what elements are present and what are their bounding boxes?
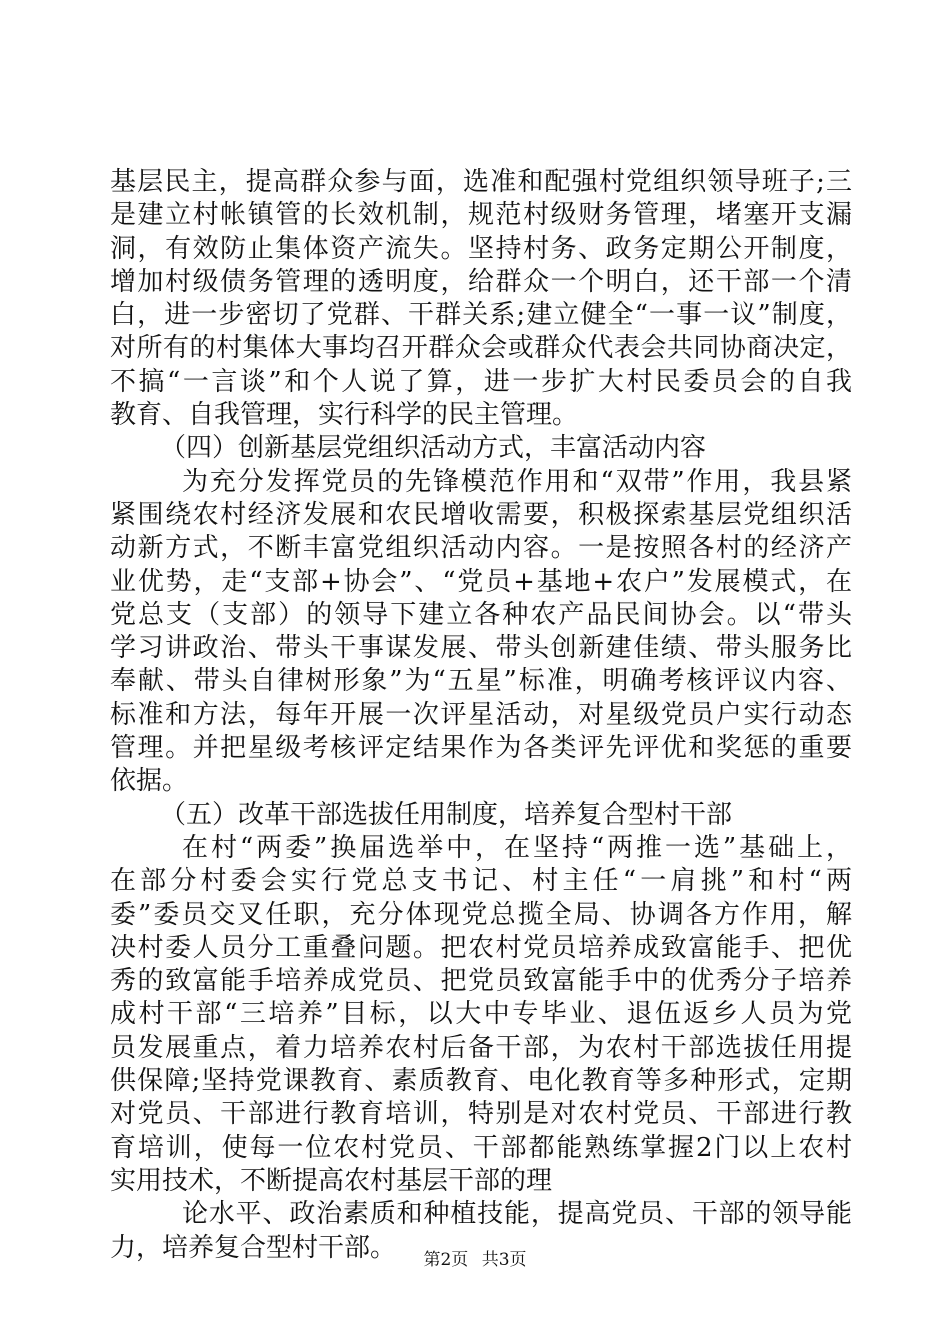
body-line: 员发展重点，着力培养农村后备干部，为农村干部选拔任用提 bbox=[110, 1032, 852, 1063]
body-line: 对党员、干部进行教育培训，特别是对农村党员、干部进行教 bbox=[110, 1099, 852, 1130]
page-number: 第2页 bbox=[423, 1250, 469, 1270]
body-line: 在部分村委会实行党总支书记、村主任“一肩挑”和村“两 bbox=[110, 866, 852, 897]
body-line: 党总支（支部）的领导下建立各种农产品民间协会。以“带头 bbox=[110, 599, 852, 630]
body-line: 增加村级债务管理的透明度，给群众一个明白，还干部一个清 bbox=[110, 266, 852, 297]
body-line: 力，培养复合型村干部。 bbox=[110, 1232, 397, 1263]
body-line: 奉献、带头自律树形象”为“五星”标准，明确考核评议内容、 bbox=[110, 666, 852, 697]
page-footer bbox=[0, 1245, 950, 1270]
body-line: 业优势，走“支部+协会”、“党员+基地+农户”发展模式，在 bbox=[110, 566, 852, 597]
body-line: 学习讲政治、带头干事谋发展、带头创新建佳绩、带头服务比 bbox=[110, 633, 852, 664]
body-line: 是建立村帐镇管的长效机制，规范村级财务管理，堵塞开支漏 bbox=[110, 200, 852, 231]
body-line: 委”委员交叉任职，充分体现党总揽全局、协调各方作用，解 bbox=[110, 899, 852, 930]
body-line: 依据。 bbox=[110, 766, 189, 797]
document-body bbox=[110, 166, 852, 1265]
body-line: 白，进一步密切了党群、干群关系;建立健全“一事一议”制度， bbox=[110, 300, 852, 331]
body-line: 对所有的村集体大事均召开群众会或群众代表会共同协商决定， bbox=[110, 333, 852, 364]
body-line: 成村干部“三培养”目标，以大中专毕业、退伍返乡人员为党 bbox=[110, 999, 852, 1030]
body-line: 决村委人员分工重叠问题。把农村党员培养成致富能手、把优 bbox=[110, 932, 852, 963]
body-line: 洞，有效防止集体资产流失。坚持村务、政务定期公开制度， bbox=[110, 233, 852, 264]
body-line: 秀的致富能手培养成党员、把党员致富能手中的优秀分子培养 bbox=[110, 966, 852, 997]
body-line: 标准和方法，每年开展一次评星活动，对星级党员户实行动态 bbox=[110, 699, 852, 730]
body-line: 在村“两委”换届选举中，在坚持“两推一选”基础上， bbox=[182, 832, 852, 863]
body-line: 教育、自我管理，实行科学的民主管理。 bbox=[110, 400, 579, 431]
body-line: 不搞“一言谈”和个人说了算，进一步扩大村民委员会的自我 bbox=[110, 366, 852, 397]
body-line: 基层民主，提高群众参与面，选准和配强村党组织领导班子;三 bbox=[110, 167, 852, 197]
page-total: 共3页 bbox=[481, 1250, 527, 1270]
body-line: 实用技术，不断提高农村基层干部的理 bbox=[110, 1165, 553, 1196]
body-line: 育培训，使每一位农村党员、干部都能熟练掌握2门以上农村 bbox=[110, 1132, 852, 1163]
body-line: 管理。并把星级考核评定结果作为各类评先评优和奖惩的重要 bbox=[110, 733, 852, 764]
body-line: 紧围绕农村经济发展和农民增收需要，积极探索基层党组织活 bbox=[110, 499, 852, 530]
body-line: 动新方式，不断丰富党组织活动内容。一是按照各村的经济产 bbox=[110, 533, 852, 564]
body-line: 论水平、政治素质和种植技能，提高党员、干部的领导能 bbox=[182, 1199, 852, 1230]
section-heading-4: （四）创新基层党组织活动方式，丰富活动内容 bbox=[160, 433, 707, 464]
body-line: 为充分发挥党员的先锋模范作用和“双带”作用，我县紧 bbox=[182, 466, 852, 497]
section-heading-5: （五）改革干部选拔任用制度，培养复合型村干部 bbox=[160, 799, 733, 830]
body-line: 供保障;坚持党课教育、素质教育、电化教育等多种形式，定期 bbox=[110, 1066, 852, 1097]
